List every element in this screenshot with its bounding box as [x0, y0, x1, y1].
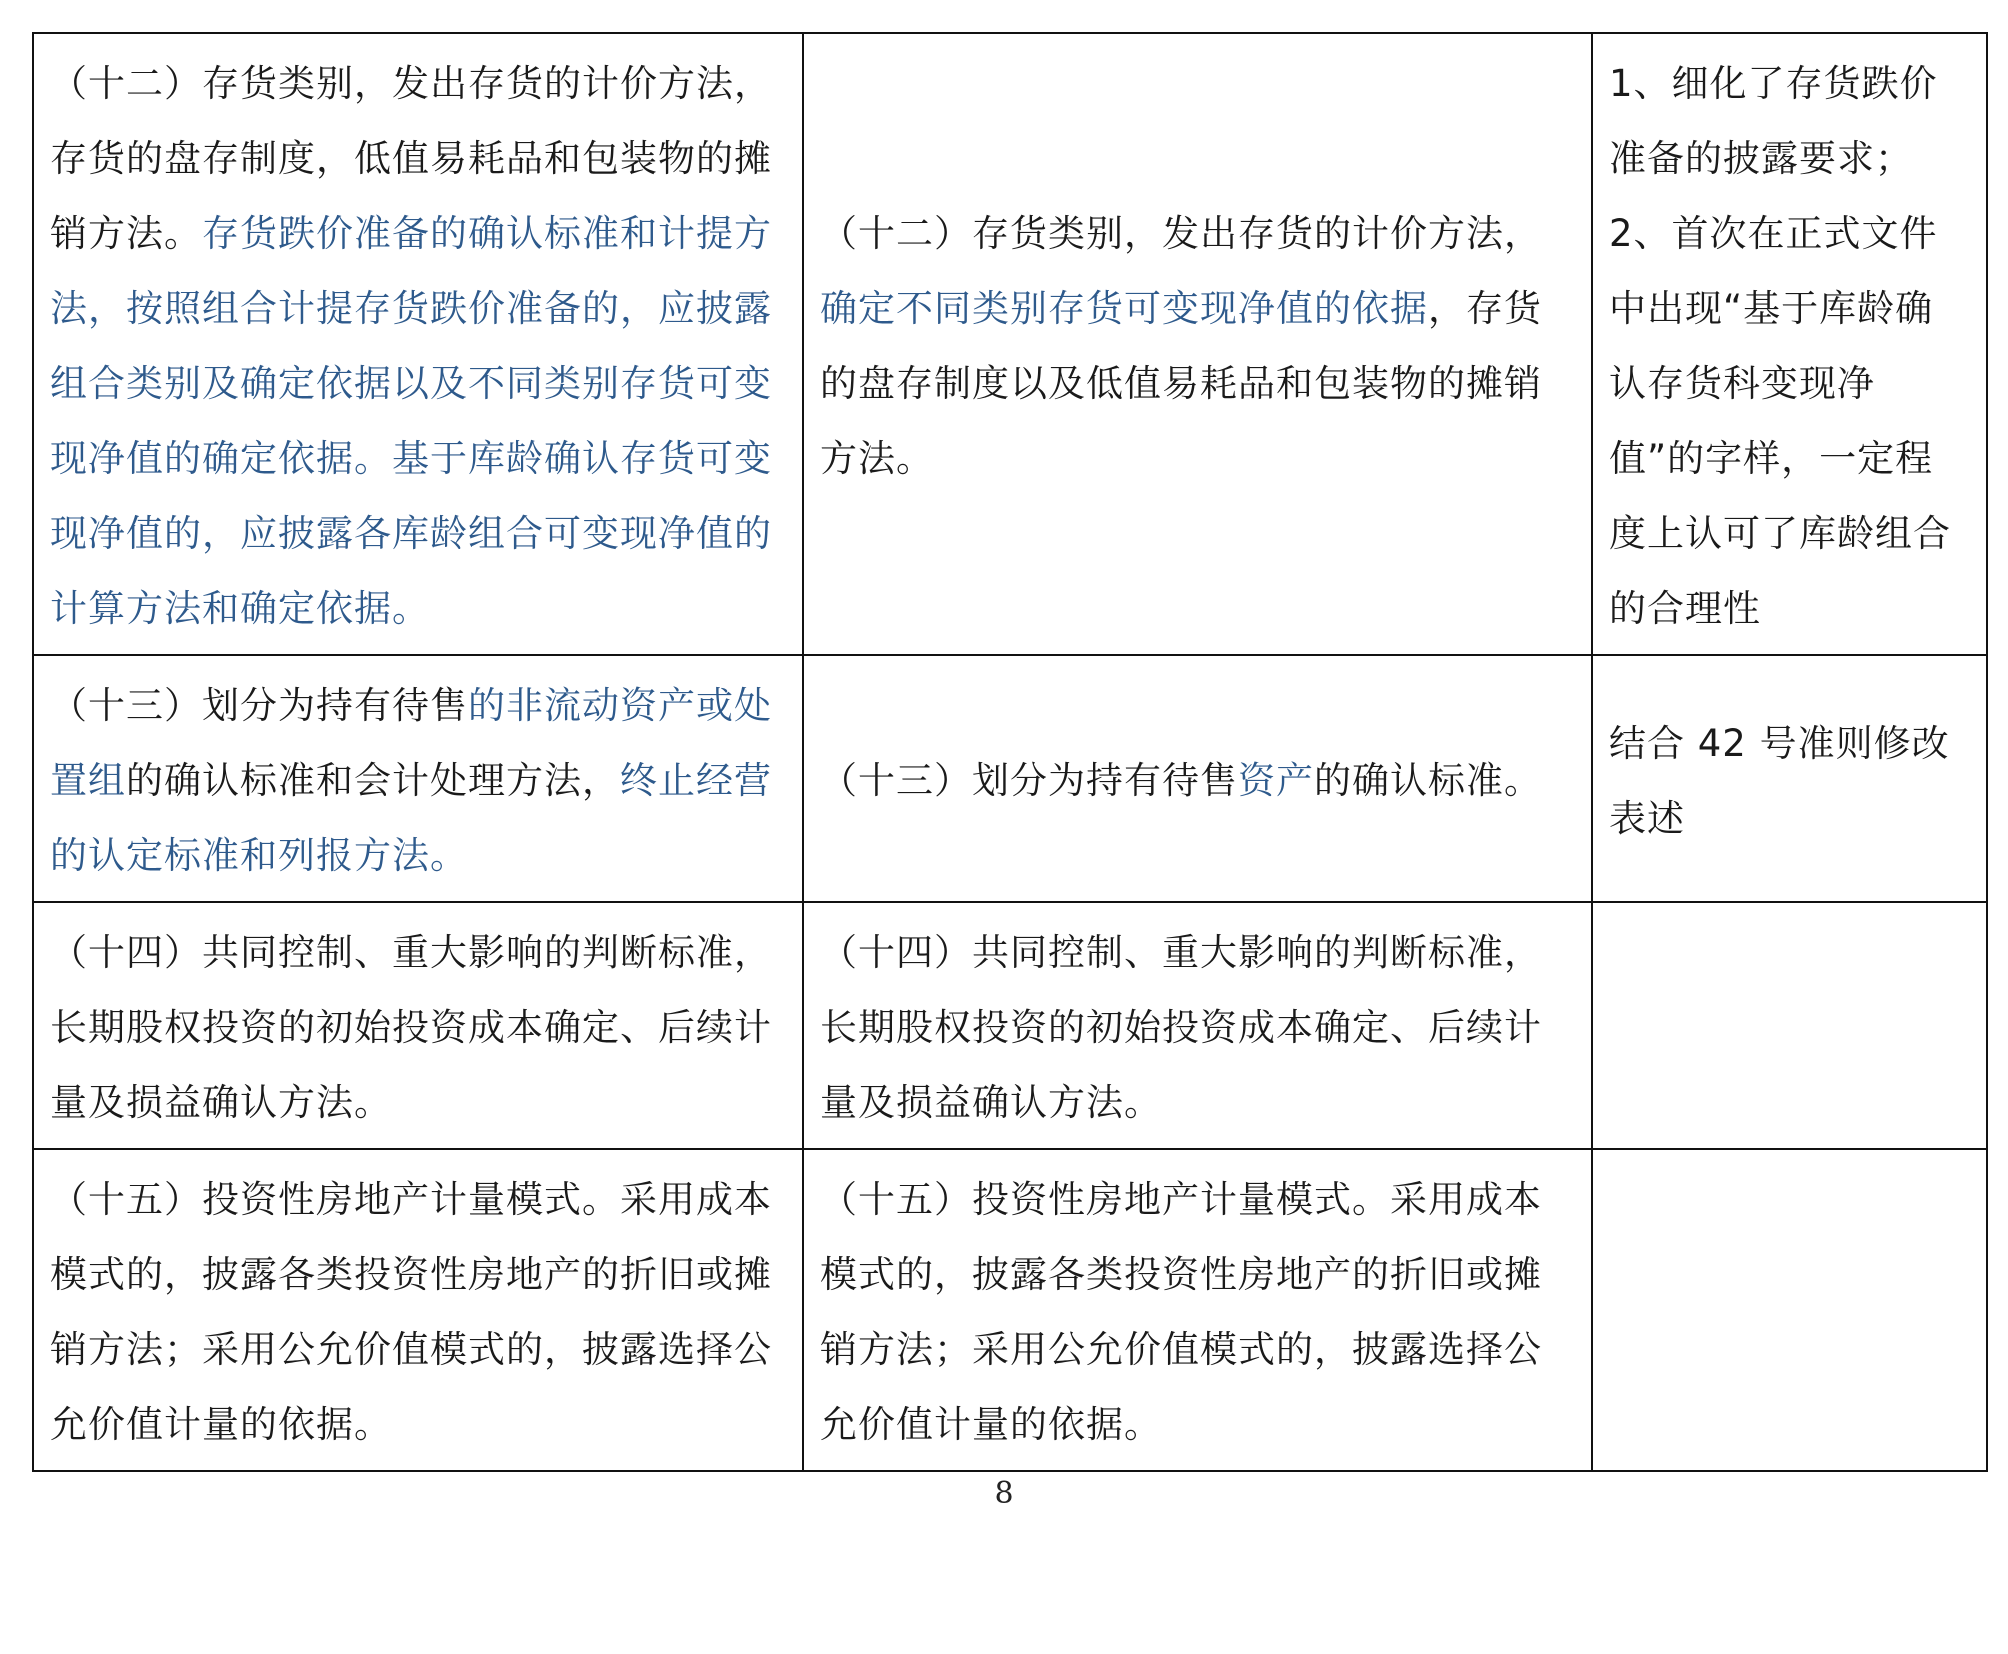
previous-text-cell [803, 655, 1592, 902]
highlighted-text-segment: 确定不同类别存货可变现净值的依据 [820, 287, 1428, 330]
highlighted-text-segment: 资产 [1238, 759, 1314, 802]
text-segment: （十二）存货类别，发出存货的计价方法，存货的盘存制度，低值易耗品和包装物的摊销方法。 [50, 62, 772, 255]
table-row [33, 655, 1987, 902]
change-note-cell [1592, 902, 1987, 1149]
change-note: 1、细化了存货跌价准备的披露要求；2、首次在正式文件中出现“基于库龄确认存货科变现净值”的字样，一定程度上认可了库龄组合的合理性 [1609, 62, 1951, 630]
table-row [33, 1149, 1987, 1471]
previous-text-cell [803, 33, 1592, 655]
page-number: 8 [994, 1476, 1014, 1511]
highlighted-text-segment: 的非流动资产或处置组 [50, 684, 772, 802]
current-text-cell [33, 902, 803, 1149]
text-segment: （十四）共同控制、重大影响的判断标准，长期股权投资的初始投资成本确定、后续计量及损益确认方法。 [50, 931, 772, 1124]
table-row [33, 902, 1987, 1149]
current-text-cell [33, 655, 803, 902]
change-note-cell [1592, 1149, 1987, 1471]
text-segment: （十五）投资性房地产计量模式。采用成本模式的，披露各类投资性房地产的折旧或摊销方法；采用公允价值模式的，披露选择公允价值计量的依据。 [820, 1178, 1542, 1446]
previous-text-cell [803, 1149, 1592, 1471]
text-segment: （十三）划分为持有待售 [50, 684, 468, 727]
comparison-table [32, 32, 1988, 1472]
table-row [33, 33, 1987, 655]
highlighted-text-segment: 存货跌价准备的确认标准和计提方法，按照组合计提存货跌价准备的，应披露组合类别及确定依据以及不同类别存货可变现净值的确定依据。基于库龄确认存货可变现净值的，应披露各库龄组合可变现净值的计算方法和确定依据。 [50, 212, 772, 630]
previous-text-cell [803, 902, 1592, 1149]
change-note-cell [1592, 33, 1987, 655]
text-segment: （十四）共同控制、重大影响的判断标准，长期股权投资的初始投资成本确定、后续计量及损益确认方法。 [820, 931, 1542, 1124]
change-note: 结合 42 号准则修改表述 [1609, 721, 1950, 840]
current-text-cell [33, 33, 803, 655]
text-segment: （十三）划分为持有待售 [820, 759, 1238, 802]
text-segment: （十二）存货类别，发出存货的计价方法， [820, 212, 1542, 255]
text-segment: 的确认标准。 [1314, 759, 1542, 802]
text-segment: （十五）投资性房地产计量模式。采用成本模式的，披露各类投资性房地产的折旧或摊销方法；采用公允价值模式的，披露选择公允价值计量的依据。 [50, 1178, 772, 1446]
text-segment: ，存货的盘存制度以及低值易耗品和包装物的摊销方法。 [820, 287, 1542, 480]
highlighted-text-segment: 终止经营的认定标准和列报方法。 [50, 759, 772, 877]
current-text-cell [33, 1149, 803, 1471]
text-segment: 的确认标准和会计处理方法， [126, 759, 620, 802]
change-note-cell [1592, 655, 1987, 902]
